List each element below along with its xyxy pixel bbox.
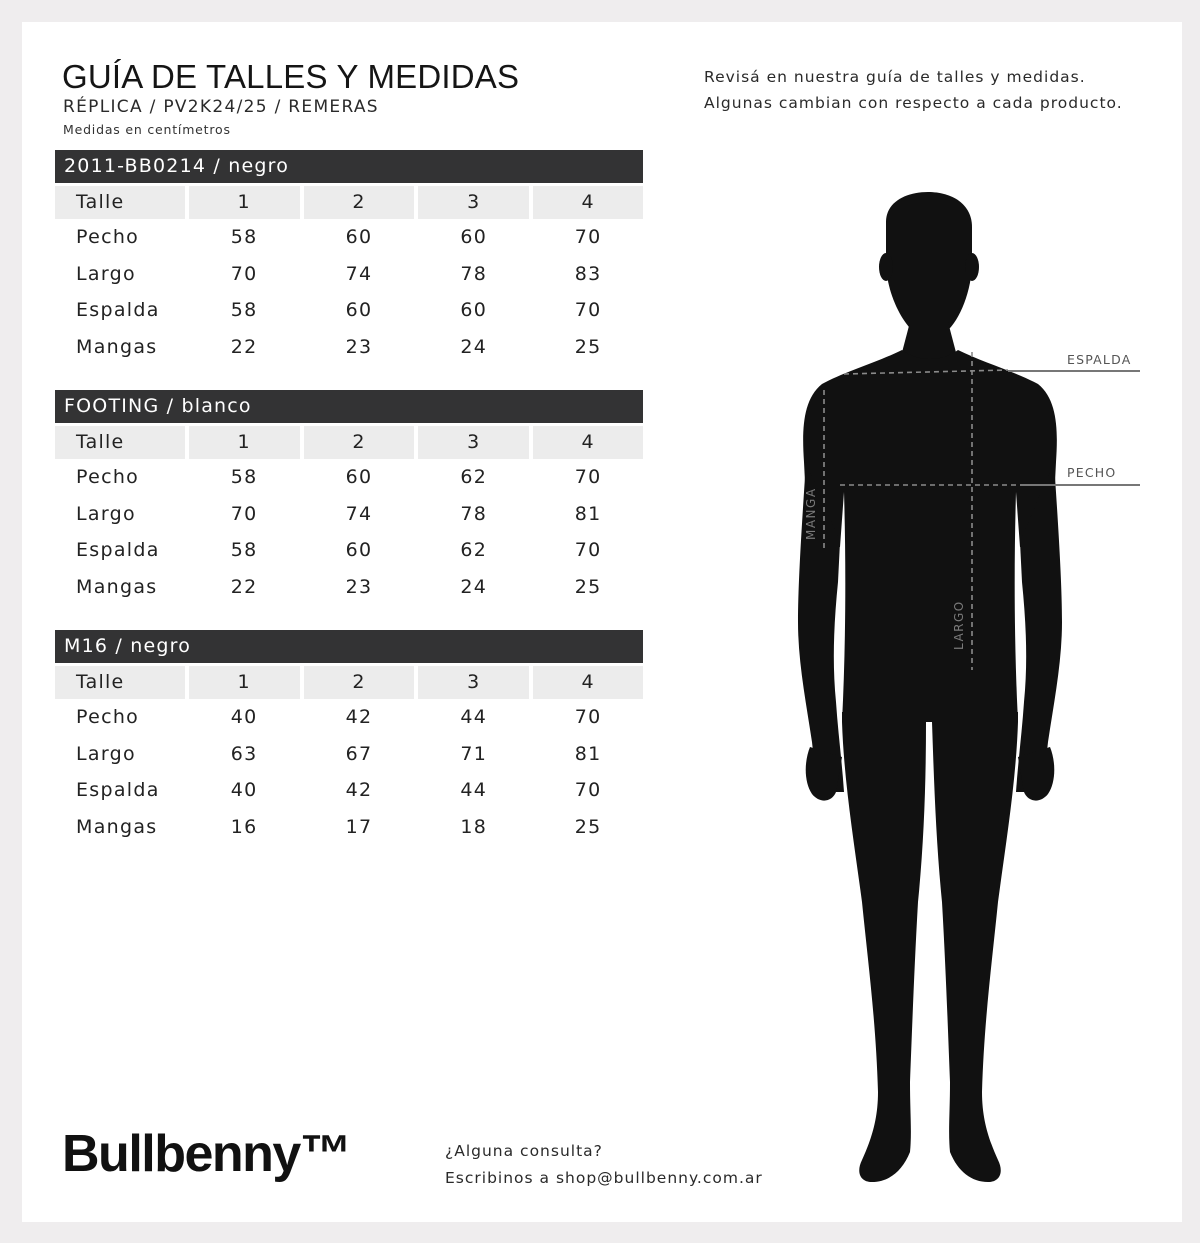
- table-cell: 67: [345, 742, 373, 765]
- body-measurement-figure: [22, 22, 1182, 1222]
- pecho-label: PECHO: [1067, 465, 1117, 480]
- size-header-cell: 3: [418, 426, 529, 459]
- table-cell: 60: [460, 226, 488, 249]
- table-cell: 70: [574, 299, 602, 322]
- table-cell: 24: [460, 335, 488, 358]
- row-label: Largo: [76, 502, 136, 525]
- table-cell: 58: [230, 299, 258, 322]
- table-cell: 60: [460, 299, 488, 322]
- contact-email[interactable]: Escribinos a shop@bullbenny.com.ar: [445, 1169, 763, 1187]
- row-label: Espalda: [76, 299, 160, 322]
- contact-info: [445, 1138, 763, 1192]
- table-cell: 70: [574, 779, 602, 802]
- table-cell: 25: [574, 575, 602, 598]
- table-cell: 58: [230, 226, 258, 249]
- page-subtitle: RÉPLICA / PV2K24/25 / REMERAS: [63, 97, 379, 117]
- size-header-cell: 3: [418, 666, 529, 699]
- size-header-label: Talle: [55, 426, 185, 459]
- brand-logo: Bullbenny™: [62, 1125, 351, 1183]
- table-product-header: M16 / negro: [55, 630, 643, 663]
- size-header-cell: 2: [304, 186, 415, 219]
- size-guide-card: [22, 22, 1182, 1222]
- contact-question: ¿Alguna consulta?: [445, 1142, 603, 1160]
- table-cell: 42: [345, 706, 373, 729]
- espalda-leader-line: [1008, 370, 1140, 372]
- table-cell: 44: [460, 779, 488, 802]
- row-label: Mangas: [76, 815, 158, 838]
- size-header-cell: 1: [189, 186, 300, 219]
- table-cell: 81: [574, 742, 602, 765]
- size-header-cell: 1: [189, 666, 300, 699]
- table-cell: 42: [345, 779, 373, 802]
- intro-line-2: Algunas cambian con respecto a cada producto.: [704, 94, 1123, 112]
- row-label: Espalda: [76, 779, 160, 802]
- table-cell: 44: [460, 706, 488, 729]
- table-cell: 70: [230, 502, 258, 525]
- table-cell: 25: [574, 815, 602, 838]
- table-cell: 70: [574, 706, 602, 729]
- table-cell: 58: [230, 539, 258, 562]
- table-cell: 17: [345, 815, 373, 838]
- row-label: Mangas: [76, 335, 158, 358]
- size-header-cell: 2: [304, 426, 415, 459]
- table-cell: 23: [345, 575, 373, 598]
- human-silhouette-icon: [22, 22, 1182, 1222]
- row-label: Espalda: [76, 539, 160, 562]
- table-cell: 22: [230, 575, 258, 598]
- table-product-header: 2011-BB0214 / negro: [55, 150, 643, 183]
- manga-label: MANGA: [804, 487, 818, 540]
- table-cell: 60: [345, 226, 373, 249]
- size-header-cell: 4: [533, 666, 643, 699]
- size-header-cell: 4: [533, 426, 643, 459]
- table-cell: 70: [230, 262, 258, 285]
- table-cell: 62: [460, 466, 488, 489]
- table-cell: 60: [345, 466, 373, 489]
- table-cell: 83: [574, 262, 602, 285]
- table-cell: 74: [345, 502, 373, 525]
- size-header-cell: 4: [533, 186, 643, 219]
- table-cell: 63: [230, 742, 258, 765]
- row-label: Pecho: [76, 466, 140, 489]
- units-note: Medidas en centímetros: [63, 122, 231, 137]
- row-label: Pecho: [76, 226, 140, 249]
- table-cell: 78: [460, 262, 488, 285]
- size-header-label: Talle: [55, 186, 185, 219]
- row-label: Largo: [76, 742, 136, 765]
- intro-line-1: Revisá en nuestra guía de talles y medidas.: [704, 68, 1086, 86]
- table-cell: 74: [345, 262, 373, 285]
- table-cell: 40: [230, 706, 258, 729]
- size-header-label: Talle: [55, 666, 185, 699]
- table-cell: 16: [230, 815, 258, 838]
- table-cell: 60: [345, 539, 373, 562]
- table-cell: 25: [574, 335, 602, 358]
- table-cell: 23: [345, 335, 373, 358]
- size-header-cell: 3: [418, 186, 529, 219]
- table-cell: 22: [230, 335, 258, 358]
- table-cell: 70: [574, 226, 602, 249]
- size-header-cell: 1: [189, 426, 300, 459]
- page-title: GUÍA DE TALLES Y MEDIDAS: [62, 58, 520, 95]
- table-cell: 70: [574, 539, 602, 562]
- row-label: Largo: [76, 262, 136, 285]
- row-label: Mangas: [76, 575, 158, 598]
- table-cell: 60: [345, 299, 373, 322]
- pecho-leader-line: [1020, 484, 1140, 486]
- table-cell: 70: [574, 466, 602, 489]
- table-cell: 78: [460, 502, 488, 525]
- size-header-cell: 2: [304, 666, 415, 699]
- table-cell: 71: [460, 742, 488, 765]
- espalda-label: ESPALDA: [1067, 352, 1132, 367]
- table-cell: 18: [460, 815, 488, 838]
- row-label: Pecho: [76, 706, 140, 729]
- table-cell: 58: [230, 466, 258, 489]
- table-cell: 81: [574, 502, 602, 525]
- largo-label: LARGO: [952, 600, 966, 650]
- table-cell: 40: [230, 779, 258, 802]
- table-product-header: FOOTING / blanco: [55, 390, 643, 423]
- table-cell: 62: [460, 539, 488, 562]
- table-cell: 24: [460, 575, 488, 598]
